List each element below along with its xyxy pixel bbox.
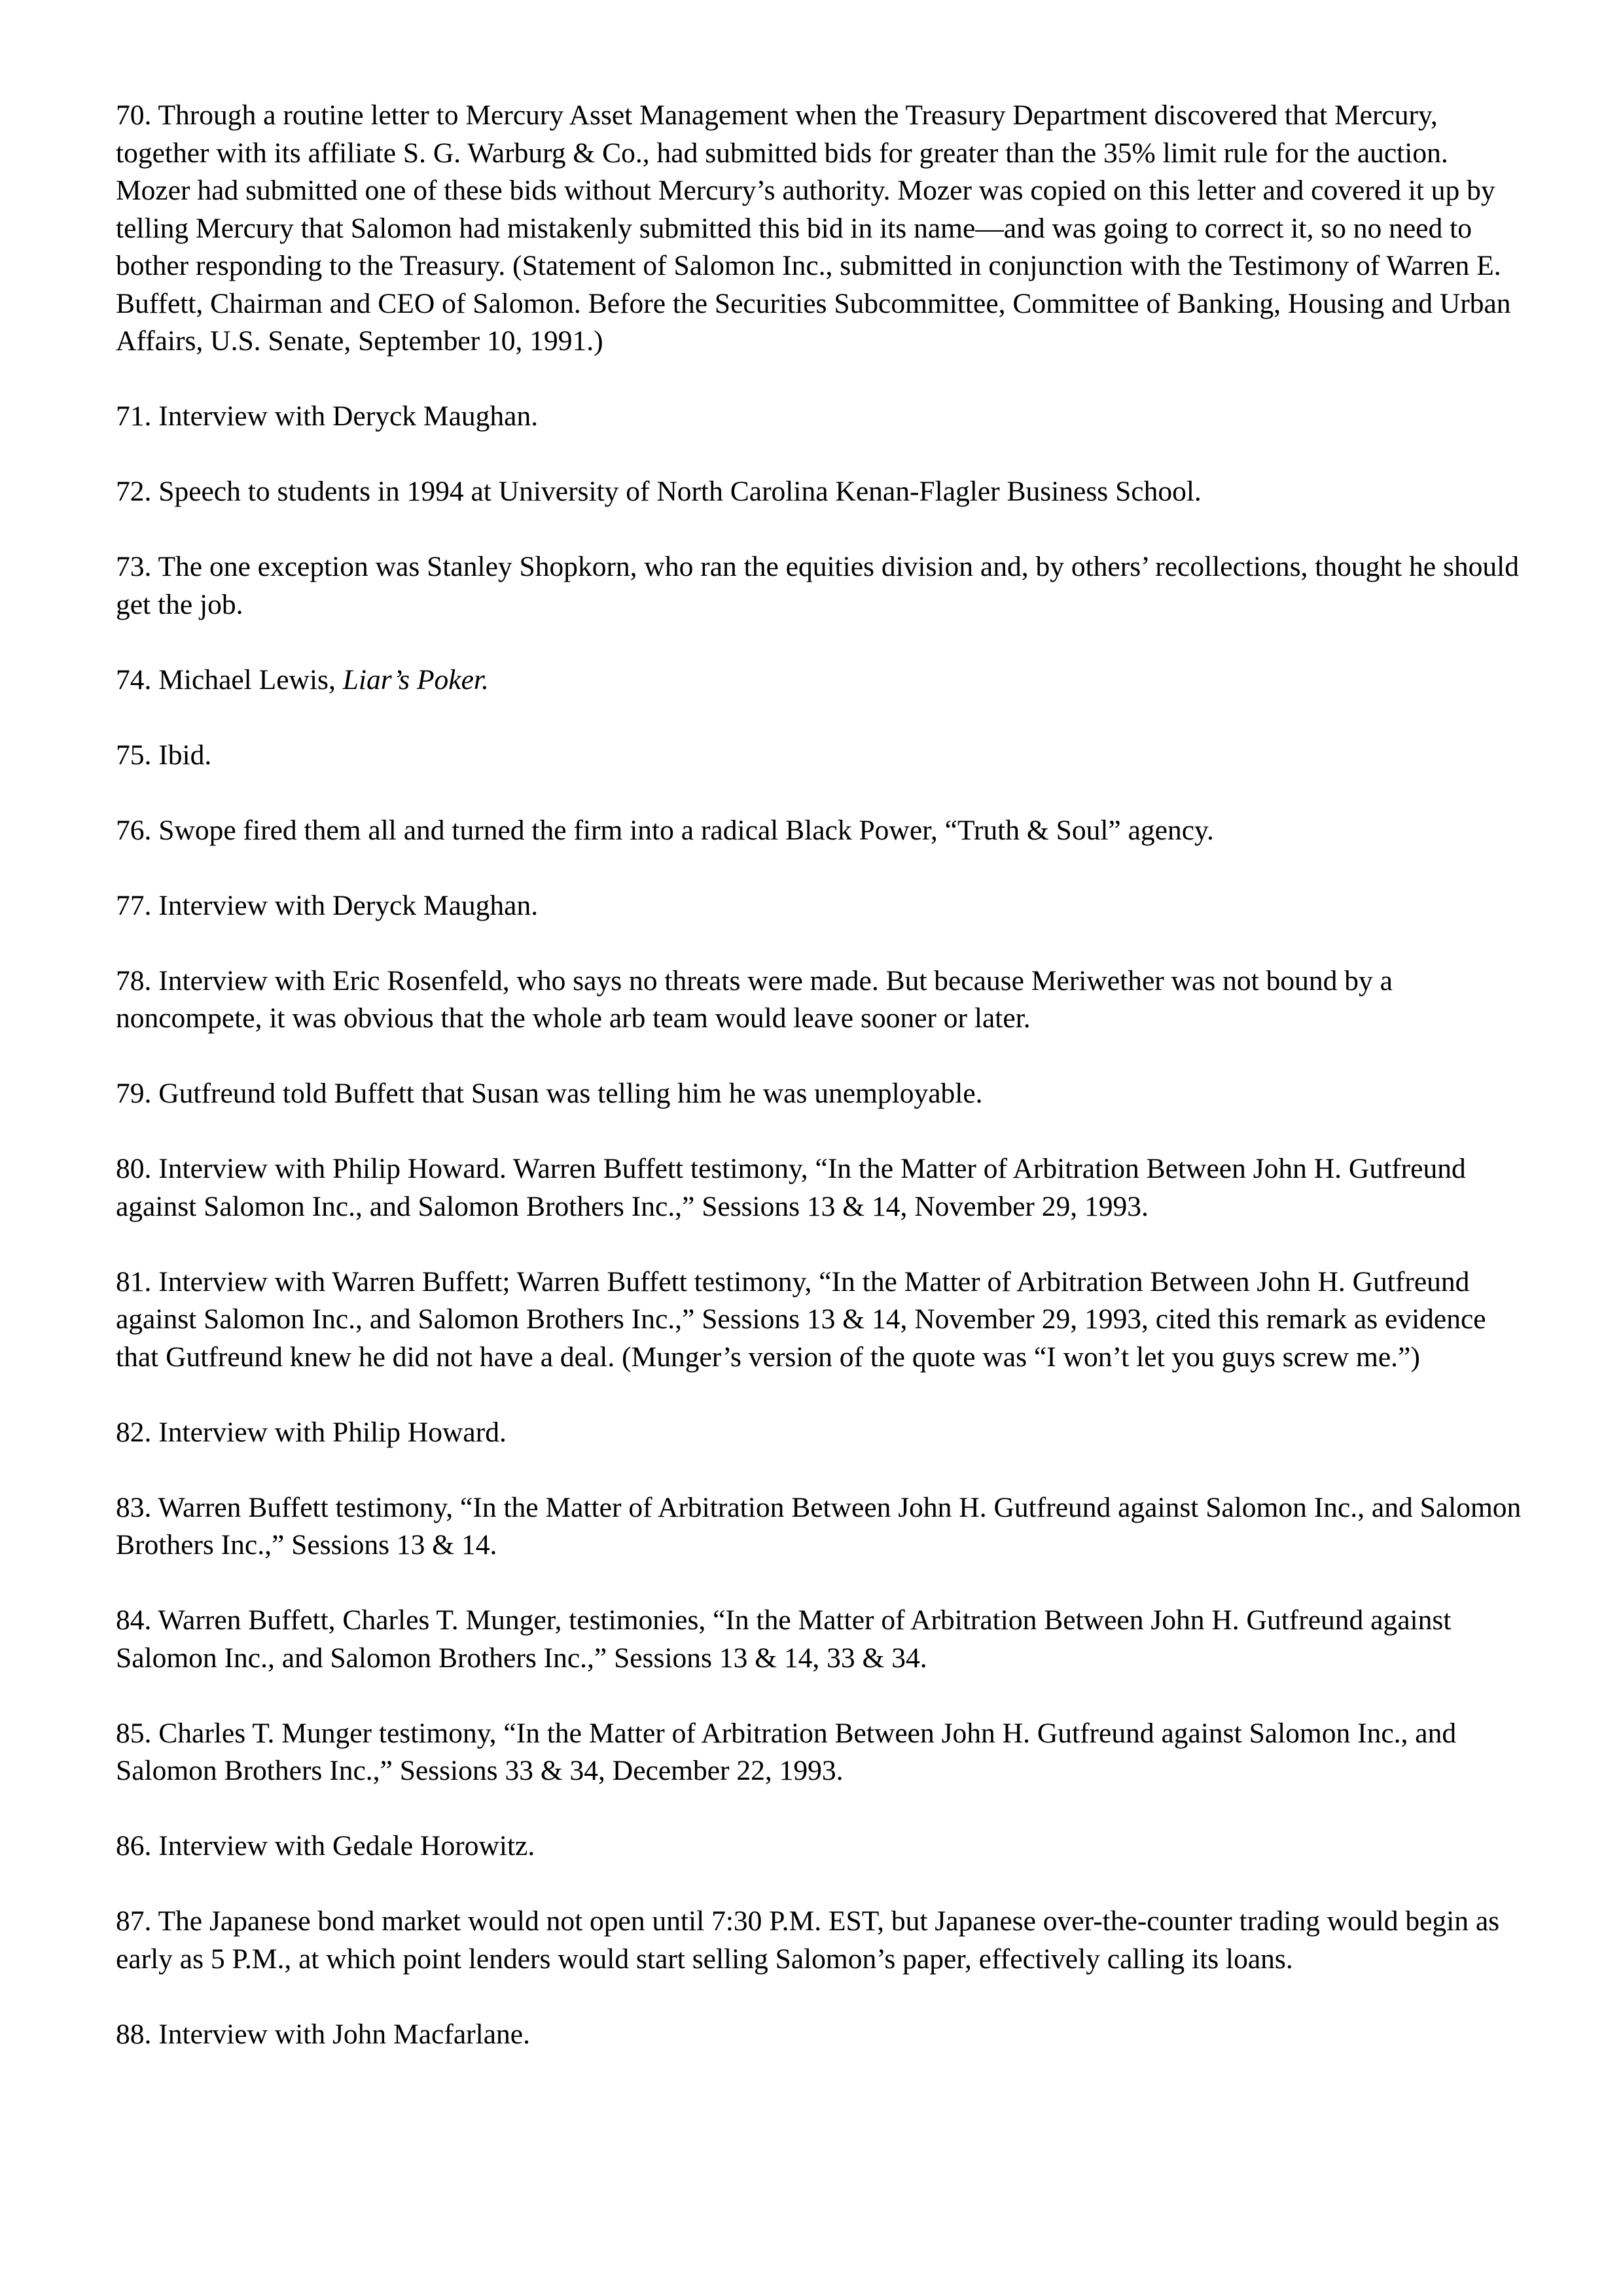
book-title: Liar’s Poker. xyxy=(342,663,489,696)
endnote-74 xyxy=(116,662,1529,699)
endnote-text: 71. Interview with Deryck Maughan. xyxy=(116,400,539,432)
endnote-text: 77. Interview with Deryck Maughan. xyxy=(116,889,539,921)
endnote-text: 82. Interview with Philip Howard. xyxy=(116,1416,507,1448)
endnote-87 xyxy=(116,1903,1529,1978)
endnote-text: 84. Warren Buffett, Charles T. Munger, testimonies, “In the Matter of Arbitration Between John H. Gutfreund against Salomon Inc., and Salomon Brothers Inc.,” Sessions 13 & 14, 33 & 34. xyxy=(116,1604,1452,1674)
endnote-text: 83. Warren Buffett testimony, “In the Matter of Arbitration Between John H. Gutfreund against Salomon Inc., and Salomon Brothers Inc.,” Sessions 13 & 14. xyxy=(116,1491,1522,1561)
endnote-81 xyxy=(116,1263,1529,1377)
endnote-text: 70. Through a routine letter to Mercury Asset Management when the Treasury Department discovered that Mercury, together with its affiliate S. G. Warburg & Co., had submitted bids for greater than the 35% limit rule for the auction. Mozer had submitted one of these bids without Mercury’s authority. Mozer was copied on this letter and covered it up by telling Mercury that Salomon had mistakenly submitted this bid in its name—and was going to correct it, so no need to bother responding to the Treasury. (Statement of Salomon Inc., submitted in conjunction with the Testimony of Warren E. Buffett, Chairman and CEO of Salomon. Before the Securities Subcommittee, Committee of Banking, Housing and Urban Affairs, U.S. Senate, September 10, 1991.) xyxy=(116,99,1511,357)
endnote-86 xyxy=(116,1828,1529,1865)
endnote-71 xyxy=(116,398,1529,436)
endnote-text: 79. Gutfreund told Buffett that Susan was telling him he was unemployable. xyxy=(116,1078,983,1109)
endnote-76 xyxy=(116,812,1529,850)
endnote-text: 75. Ibid. xyxy=(116,739,212,771)
endnote-82 xyxy=(116,1414,1529,1452)
endnote-78 xyxy=(116,963,1529,1038)
endnote-73 xyxy=(116,548,1529,624)
endnote-83 xyxy=(116,1489,1529,1564)
endnote-70 xyxy=(116,97,1529,361)
endnote-85 xyxy=(116,1715,1529,1790)
endnote-text: 85. Charles T. Munger testimony, “In the Matter of Arbitration Between John H. Gutfreund against Salomon Inc., and Salomon Brothers Inc.,” Sessions 33 & 34, December 22, 1993. xyxy=(116,1717,1457,1786)
endnote-text: 73. The one exception was Stanley Shopkorn, who ran the equities division and, by others’ recollections, thought he should get the job. xyxy=(116,551,1519,620)
endnote-77 xyxy=(116,887,1529,925)
endnote-text: 87. The Japanese bond market would not open until 7:30 P.M. EST, but Japanese over-the-counter trading would begin as early as 5 P.M., at which point lenders would start selling Salomon’s paper, effectively calling its loans. xyxy=(116,1905,1500,1975)
endnote-text: 88. Interview with John Macfarlane. xyxy=(116,2018,530,2050)
endnote-79 xyxy=(116,1075,1529,1113)
endnote-84 xyxy=(116,1602,1529,1677)
endnote-text: 86. Interview with Gedale Horowitz. xyxy=(116,1830,535,1862)
endnote-text: 81. Interview with Warren Buffett; Warren Buffett testimony, “In the Matter of Arbitration Between John H. Gutfreund against Salomon Inc., and Salomon Brothers Inc.,” Sessions 13 & 14, November 29, 1993, cited this remark as evidence that Gutfreund knew he did not have a deal. (Munger’s version of the quote was “I won’t let you guys screw me.”) xyxy=(116,1265,1486,1373)
endnote-text: 74. Michael Lewis, xyxy=(116,663,343,696)
endnote-text: 72. Speech to students in 1994 at University of North Carolina Kenan-Flagler Business School. xyxy=(116,476,1202,507)
endnote-72 xyxy=(116,473,1529,511)
endnote-80 xyxy=(116,1150,1529,1226)
endnotes-page xyxy=(116,97,1529,2091)
endnote-75 xyxy=(116,737,1529,775)
endnote-text: 76. Swope fired them all and turned the firm into a radical Black Power, “Truth & Soul” agency. xyxy=(116,814,1214,846)
endnote-text: 78. Interview with Eric Rosenfeld, who says no threats were made. But because Meriwether was not bound by a noncompete, it was obvious that the whole arb team would leave sooner or later. xyxy=(116,964,1393,1034)
endnote-88 xyxy=(116,2016,1529,2054)
endnote-text: 80. Interview with Philip Howard. Warren Buffett testimony, “In the Matter of Arbitration Between John H. Gutfreund against Salomon Inc., and Salomon Brothers Inc.,” Sessions 13 & 14, November 29, 1993. xyxy=(116,1153,1466,1222)
